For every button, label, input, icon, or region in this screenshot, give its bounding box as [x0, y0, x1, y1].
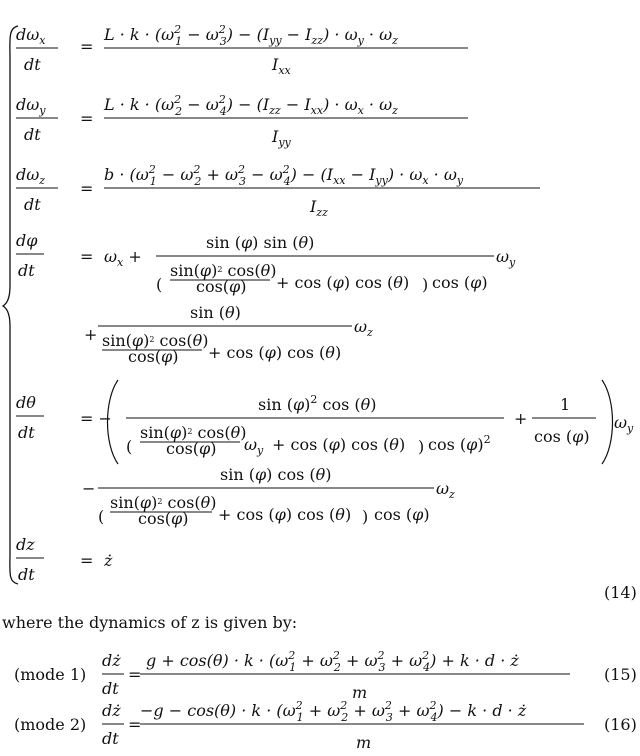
svg-text:+ cos (φ) cos (θ): + cos (φ) cos (θ)	[208, 343, 342, 362]
svg-text:m: m	[356, 733, 372, 752]
svg-text:cos(φ): cos(φ)	[138, 509, 189, 528]
svg-text:(15): (15)	[604, 665, 637, 684]
svg-text:cos (φ): cos (φ)	[432, 273, 488, 292]
svg-text:dφ: dφ	[16, 231, 38, 250]
intro-text: where the dynamics of z is given by:	[2, 613, 298, 632]
svg-text:sin (φ) sin (θ): sin (φ) sin (θ)	[206, 233, 315, 252]
svg-text:cos (φ): cos (φ)	[534, 427, 590, 446]
svg-text:1: 1	[560, 395, 571, 414]
svg-text:cos(φ): cos(φ)	[196, 277, 247, 296]
svg-text:b · (ω21 − ω22 + ω23 − ω24) −: $b \cdot (\omega^2$ $1 - \omega^2$ $2 + \omega^2$ $3 - \omega^2$ $4) - (I_{xx} - I_{yy}) \cdot \omega_x \cdot \omega_y$	[104, 163, 464, 188]
svg-text:dt: dt	[102, 679, 119, 698]
svg-text:=: =	[128, 665, 142, 684]
svg-text:sin(φ)2 cos(θ): $\sin(\varphi)^2$ cos(θ)	[102, 331, 209, 350]
svg-text:sin (φ) cos (θ): sin (φ) cos (θ)	[220, 465, 332, 484]
svg-text:(: (	[156, 275, 163, 294]
svg-text:Ixx: $I_{xx}$	[272, 55, 291, 77]
svg-text:(mode 1): (mode 1)	[14, 665, 87, 684]
svg-text:dt: dt	[102, 729, 119, 748]
svg-text:dθ: dθ	[16, 393, 36, 412]
svg-text:L · k · (ω22 − ω24) − (Izz − I: $L \cdot k \cdot (\omega^2$ $2 - \omega^2$ $4) - (I_{zz} - I_{xx}) \cdot \omega_x \cdot \omega_z$	[104, 93, 398, 118]
eq-row-z	[16, 535, 113, 584]
svg-text:= −: = −	[80, 409, 112, 428]
svg-text:cos(φ): cos(φ)	[128, 347, 179, 366]
svg-text:dt: dt	[18, 261, 35, 280]
svg-text:(: (	[98, 507, 105, 526]
svg-text:ωx +: $\omega_x$ +	[104, 247, 142, 269]
svg-text:dωx: $d\omega_x$	[16, 25, 46, 47]
svg-text:=: =	[80, 179, 94, 198]
svg-text:dt: dt	[24, 195, 41, 214]
svg-text:sin (φ)2 cos (θ): $\sin (\varphi)^2$ cos (θ)	[258, 393, 377, 414]
svg-text:m: m	[352, 683, 368, 702]
svg-text:sin(φ)2 cos(θ): $\sin(\varphi)^2$ cos(θ)	[170, 261, 277, 280]
svg-text:ωy: $\omega_y$	[244, 435, 264, 457]
svg-text:dż: dż	[102, 651, 121, 670]
svg-text:sin(φ)2 cos(θ): $\sin(\varphi)^2$ cos(θ)	[140, 423, 247, 442]
svg-text:cos (φ): cos (φ)	[374, 505, 430, 524]
svg-text:=: =	[80, 37, 94, 56]
eq-row-theta	[16, 380, 634, 528]
svg-text:ωz: $\omega_z$	[354, 317, 373, 339]
svg-text:g + cos(θ) · k · (ω21 + ω22 +: $g + \cos(\theta) \cdot k \cdot (\omega^2$ $1 + \omega^2$ $2 + \omega^2$ $3 + \omega^2$ 4) + k · d · ż	[146, 649, 519, 674]
svg-text:=: =	[80, 109, 94, 128]
svg-text:dt: dt	[18, 565, 35, 584]
eq-row-omega-z	[16, 163, 540, 219]
svg-text:ωy: $\omega_y$	[496, 247, 516, 269]
svg-text:cos (φ)2: $\cos (\varphi)^2$	[428, 433, 491, 454]
svg-text:+ cos (φ) cos (θ): + cos (φ) cos (θ)	[272, 435, 406, 454]
svg-text:dt: dt	[24, 125, 41, 144]
svg-text:(16): (16)	[604, 715, 637, 734]
svg-text:dż: dż	[102, 701, 121, 720]
svg-text:dωy: $d\omega_y$	[16, 95, 46, 117]
svg-text:dωz: $d\omega_z$	[16, 165, 46, 187]
svg-text:=: =	[80, 551, 94, 570]
svg-text:+ cos (φ) cos (θ): + cos (φ) cos (θ)	[276, 273, 410, 292]
svg-text:sin (θ): sin (θ)	[190, 303, 241, 322]
eq-row-omega-x	[16, 23, 468, 77]
svg-text:ż: ż	[104, 551, 113, 570]
svg-text:cos(φ): cos(φ)	[166, 439, 217, 458]
equation-number-14: (14)	[604, 583, 637, 602]
svg-text:sin(φ)2 cos(θ): $\sin(\varphi)^2$ cos(θ)	[110, 493, 217, 512]
svg-text:dt: dt	[24, 55, 41, 74]
equation-16	[14, 699, 637, 752]
svg-text:(: (	[126, 437, 133, 456]
svg-text:): )	[418, 437, 425, 456]
svg-text:−: −	[82, 479, 96, 498]
eq-row-phi	[16, 231, 516, 366]
svg-text:ωz: $\omega_z$	[436, 479, 455, 501]
svg-text:+: +	[84, 325, 98, 344]
svg-text:(mode 2): (mode 2)	[14, 715, 87, 734]
svg-text:=: =	[128, 715, 142, 734]
svg-text:ωy: $\omega_y$	[614, 413, 634, 435]
svg-text:Iyy: $I_{yy}$	[272, 127, 291, 149]
svg-text:dt: dt	[18, 423, 35, 442]
svg-text:+: +	[514, 409, 528, 428]
svg-text:Izz: $I_{zz}$	[310, 197, 328, 219]
svg-text:−g − cos(θ) · k · (ω21 + ω22 +: $-g - \cos(\theta) \cdot k \cdot (\omega^2$ $1 + \omega^2$ $2 + \omega^2$ $3 + \omega^2$ 4) − k · d · ż	[140, 699, 527, 724]
svg-text:): )	[362, 507, 369, 526]
equation-15	[14, 649, 637, 702]
svg-text:=: =	[80, 247, 94, 266]
svg-text:L · k · (ω21 − ω23) − (Iyy − I: $L \cdot k \cdot (\omega^2$ $1 - \omega^2$ $3) - (I_{yy} - I_{zz}) \cdot \omega_y \cdot \omega_z$	[104, 23, 398, 48]
svg-text:dz: dz	[16, 535, 35, 554]
svg-text:+ cos (φ) cos (θ): + cos (φ) cos (θ)	[218, 505, 352, 524]
svg-text:): )	[422, 275, 429, 294]
eq-row-omega-y	[16, 93, 468, 149]
